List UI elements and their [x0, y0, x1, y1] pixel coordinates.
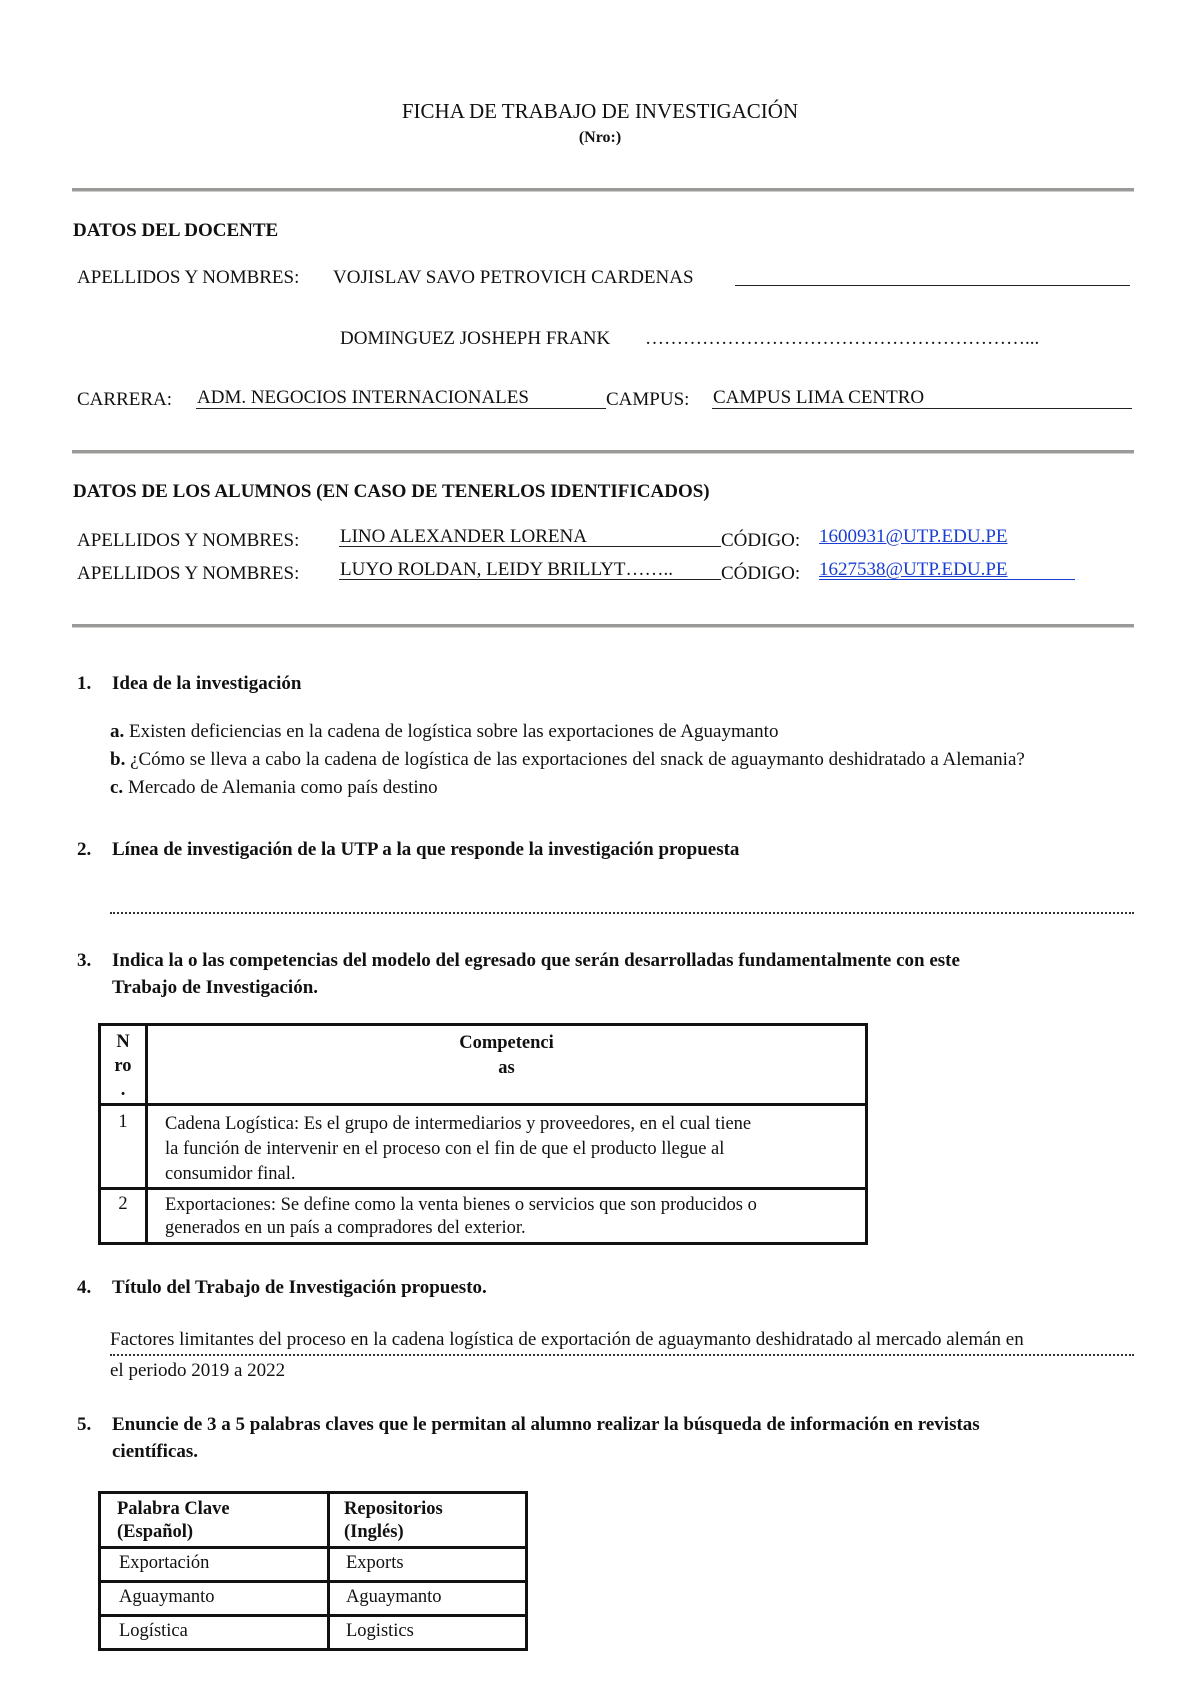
row-nro-cell: 1 — [100, 1105, 147, 1189]
table-row — [100, 1616, 527, 1650]
alumno-2-label: APELLIDOS Y NOMBRES: — [77, 563, 300, 584]
docente-name-2-dots: ……………………………………………………... — [645, 328, 1040, 349]
section-5-number: 5. — [77, 1414, 92, 1435]
keyword-en-cell: Aguaymanto — [329, 1582, 527, 1616]
table-row — [100, 1582, 527, 1616]
table-header-row — [100, 1493, 527, 1548]
header-nro-cell — [100, 1025, 147, 1105]
carrera-label: CARRERA: — [77, 389, 173, 410]
alumno-1-code-link[interactable]: 1600931@UTP.EDU.PE — [819, 526, 1008, 547]
alumno-2-code-underline — [819, 579, 1075, 580]
competencia-line: consumidor final. — [165, 1164, 296, 1184]
competencia-line: la función de intervenir en el proceso con el fin de que el producto llegue al — [165, 1139, 725, 1159]
section-divider — [72, 188, 1134, 192]
idea-item-b-letter: b. — [110, 749, 126, 770]
section-4-number: 4. — [77, 1277, 92, 1298]
alumno-1-name: LINO ALEXANDER LORENA — [340, 526, 587, 547]
idea-item-b-text: ¿Cómo se lleva a cabo la cadena de logística de las exportaciones del snack de aguaymanto deshidratado a Alemania? — [130, 749, 1025, 770]
section-divider — [72, 624, 1134, 628]
page-subtitle: (Nro:) — [578, 129, 622, 146]
idea-item-c — [110, 777, 438, 799]
alumnos-heading: DATOS DE LOS ALUMNOS (EN CASO DE TENERLOS IDENTIFICADOS) — [73, 481, 710, 502]
carrera-value: ADM. NEGOCIOS INTERNACIONALES — [197, 387, 529, 408]
table-row — [100, 1189, 867, 1244]
alumno-1-code-label: CÓDIGO: — [721, 530, 801, 551]
competencia-line: Exportaciones: Se define como la venta bienes o servicios que son producidos o — [165, 1195, 757, 1215]
alumno-1-label: APELLIDOS Y NOMBRES: — [77, 530, 300, 551]
header-english-line: Repositorios — [344, 1499, 443, 1519]
research-title-line1: Factores limitantes del proceso en la cadena logística de exportación de aguaymanto deshidratado al mercado alemán en — [110, 1329, 1024, 1350]
carrera-underline — [196, 408, 606, 409]
research-title-line2: el periodo 2019 a 2022 — [110, 1360, 286, 1381]
header-nro-line: . — [120, 1080, 126, 1100]
campus-label: CAMPUS: — [606, 389, 690, 410]
idea-item-c-text: Mercado de Alemania como país destino — [127, 777, 438, 798]
section-5-title-line1: Enuncie de 3 a 5 palabras claves que le permitan al alumno realizar la búsqueda de información en revistas — [112, 1414, 980, 1435]
idea-item-a-text: Existen deficiencias en la cadena de logística sobre las exportaciones de Aguaymanto — [129, 721, 779, 742]
idea-item-a-letter: a. — [110, 721, 125, 742]
header-spanish-line: (Español) — [117, 1522, 194, 1542]
header-spanish-cell — [100, 1493, 329, 1548]
section-2-answer-line — [110, 912, 1134, 914]
alumno-2-code-link[interactable]: 1627538@UTP.EDU.PE — [819, 559, 1008, 580]
header-competencias-line: as — [498, 1058, 515, 1078]
header-competencias-cell — [147, 1025, 867, 1105]
keyword-en-cell: Logistics — [329, 1616, 527, 1650]
keywords-table — [98, 1491, 528, 1651]
section-4-title: Título del Trabajo de Investigación propuesto. — [112, 1277, 487, 1298]
header-english-cell — [329, 1493, 527, 1548]
row-competencia-cell — [147, 1189, 867, 1244]
campus-value: CAMPUS LIMA CENTRO — [713, 387, 925, 408]
campus-underline — [712, 408, 1132, 409]
header-english-line: (Inglés) — [344, 1522, 404, 1542]
idea-item-a — [110, 721, 778, 743]
keyword-en-cell: Exports — [329, 1548, 527, 1582]
page-title: FICHA DE TRABAJO DE INVESTIGACIÓN — [401, 99, 799, 123]
section-2-title: Línea de investigación de la UTP a la que responde la investigación propuesta — [112, 839, 740, 860]
row-competencia-cell — [147, 1105, 867, 1189]
header-spanish-line: Palabra Clave — [117, 1499, 230, 1519]
idea-item-b — [110, 749, 1025, 771]
competencia-line: generados en un país a compradores del exterior. — [165, 1218, 526, 1238]
table-row — [100, 1548, 527, 1582]
docente-name-2: DOMINGUEZ JOSHEPH FRANK — [340, 328, 611, 349]
section-2-number: 2. — [77, 839, 92, 860]
table-row — [100, 1105, 867, 1189]
section-1-title: Idea de la investigación — [112, 673, 302, 694]
section-3-number: 3. — [77, 950, 92, 971]
docente-names-label: APELLIDOS Y NOMBRES: — [77, 267, 300, 288]
competencias-table — [98, 1023, 868, 1245]
row-nro-cell: 2 — [100, 1189, 147, 1244]
header-competencias-line: Competenci — [459, 1033, 554, 1053]
alumno-2-underline — [339, 579, 721, 580]
idea-item-c-letter: c. — [110, 777, 124, 798]
docente-name-1-underline — [735, 285, 1130, 286]
section-divider — [72, 450, 1134, 454]
competencia-line: Cadena Logística: Es el grupo de intermediarios y proveedores, en el cual tiene — [165, 1114, 752, 1134]
section-5-title-line2: científicas. — [112, 1441, 199, 1462]
docente-name-1: VOJISLAV SAVO PETROVICH CARDENAS — [333, 267, 694, 288]
keyword-es-cell: Aguaymanto — [100, 1582, 329, 1616]
table-header-row — [100, 1025, 867, 1105]
research-title-underline — [110, 1354, 1134, 1356]
section-3-title-line1: Indica la o las competencias del modelo del egresado que serán desarrolladas fundamentalmente con este — [112, 950, 960, 971]
alumno-2-code-label: CÓDIGO: — [721, 563, 801, 584]
section-1-number: 1. — [77, 673, 92, 694]
section-3-title-line2: Trabajo de Investigación. — [112, 977, 319, 998]
header-nro-line: ro — [114, 1056, 132, 1076]
alumno-2-name: LUYO ROLDAN, LEIDY BRILLYT…….. — [340, 559, 674, 580]
docente-heading: DATOS DEL DOCENTE — [73, 220, 279, 241]
keyword-es-cell: Exportación — [100, 1548, 329, 1582]
alumno-1-underline — [339, 546, 721, 547]
keyword-es-cell: Logística — [100, 1616, 329, 1650]
header-nro-line: N — [116, 1032, 130, 1052]
